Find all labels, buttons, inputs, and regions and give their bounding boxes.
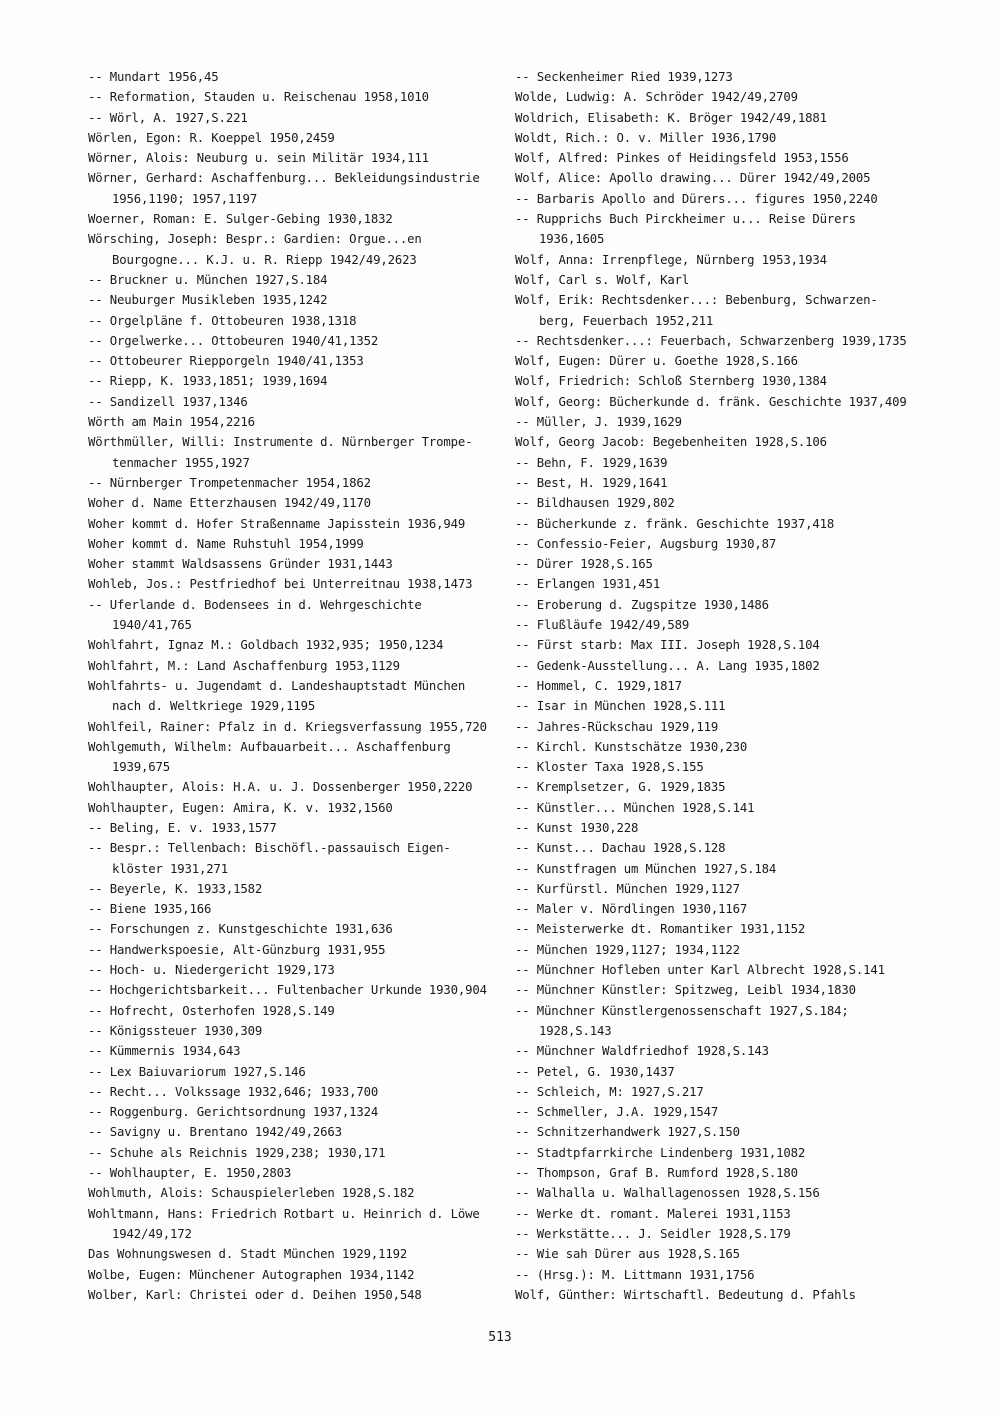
index-entry: -- Dürer 1928,S.165	[515, 557, 653, 572]
index-entry: -- Kloster Taxa 1928,S.155	[515, 760, 704, 775]
index-entry: -- Münchner Künstlergenossenschaft 1927,S.184;	[515, 1003, 849, 1018]
index-entry: -- Petel, G. 1930,1437	[515, 1064, 675, 1079]
index-entry: Wohlfahrts- u. Jugendamt d. Landeshauptstadt München	[88, 678, 466, 693]
index-entry: -- Rechtsdenker...: Feuerbach, Schwarzenberg 1939,1735	[515, 333, 907, 348]
index-entry: -- (Hrsg.): M. Littmann 1931,1756	[515, 1267, 755, 1282]
index-entry-continuation: berg, Feuerbach 1952,211	[539, 313, 714, 328]
index-entry: -- Kremplsetzer, G. 1929,1835	[515, 780, 726, 795]
index-entry: -- Kurfürstl. München 1929,1127	[515, 881, 740, 896]
index-entry: Wohltmann, Hans: Friedrich Rotbart u. Heinrich d. Löwe	[88, 1206, 480, 1221]
index-entry: -- Hoch- u. Niedergericht 1929,173	[88, 963, 335, 978]
index-entry: -- Königssteuer 1930,309	[88, 1023, 263, 1038]
index-entry: -- Beyerle, K. 1933,1582	[88, 881, 263, 896]
index-entry: Wolf, Günther: Wirtschaftl. Bedeutung d. Pfahls	[515, 1287, 856, 1302]
index-entry: Wörner, Alois: Neuburg u. sein Militär 1934,111	[88, 151, 429, 166]
index-entry: -- Confessio-Feier, Augsburg 1930,87	[515, 536, 777, 551]
index-entry: -- Barbaris Apollo and Dürers... figures 1950,2240	[515, 191, 878, 206]
index-entry: -- Neuburger Musikleben 1935,1242	[88, 293, 328, 308]
index-entry: -- Kunstfragen um München 1927,S.184	[515, 861, 777, 876]
index-entry: -- Münchner Hofleben unter Karl Albrecht 1928,S.141	[515, 963, 885, 978]
index-entry: Wolf, Erik: Rechtsdenker...: Bebenburg, Schwarzen-	[515, 293, 878, 308]
index-entry: -- Wie sah Dürer aus 1928,S.165	[515, 1247, 740, 1262]
index-entry: -- Hochgerichtsbarkeit... Fultenbacher Urkunde 1930,904	[88, 983, 487, 998]
index-entry: -- Erlangen 1931,451	[515, 577, 661, 592]
index-entry: -- Wohlhaupter, E. 1950,2803	[88, 1166, 292, 1181]
index-entry: Wörthmüller, Willi: Instrumente d. Nürnberger Trompe-	[88, 435, 473, 450]
index-entry: Wolde, Ludwig: A. Schröder 1942/49,2709	[515, 90, 798, 105]
index-entry: Das Wohnungswesen d. Stadt München 1929,1192	[88, 1247, 408, 1262]
index-entry: Wolber, Karl: Christei oder d. Deihen 1950,548	[88, 1287, 422, 1302]
index-entry: -- Lex Baiuvariorum 1927,S.146	[88, 1064, 306, 1079]
index-entry: Wohlhaupter, Alois: H.A. u. J. Dossenberger 1950,2220	[88, 780, 473, 795]
index-entry-continuation: 1940/41,765	[112, 618, 192, 633]
index-entry: -- Hommel, C. 1929,1817	[515, 678, 682, 693]
index-entry: Woldrich, Elisabeth: K. Bröger 1942/49,1881	[515, 110, 827, 125]
index-entry-continuation: tenmacher 1955,1927	[112, 455, 250, 470]
index-entry: -- Nürnberger Trompetenmacher 1954,1862	[88, 475, 371, 490]
index-entry: -- Behn, F. 1929,1639	[515, 455, 668, 470]
index-entry: Wolf, Friedrich: Schloß Sternberg 1930,1384	[515, 374, 827, 389]
index-entry: Wolf, Anna: Irrenpflege, Nürnberg 1953,1934	[515, 252, 827, 267]
index-entry: Wolf, Georg Jacob: Begebenheiten 1928,S.106	[515, 435, 827, 450]
index-entry: -- Sandizell 1937,1346	[88, 394, 248, 409]
index-entry: -- Seckenheimer Ried 1939,1273	[515, 70, 733, 84]
index-entry: -- Ottobeurer Riepporgeln 1940/41,1353	[88, 354, 364, 369]
index-entry-continuation: nach d. Weltkriege 1929,1195	[112, 699, 316, 714]
index-entry: Wohlfahrt, Ignaz M.: Goldbach 1932,935; 1950,1234	[88, 638, 444, 653]
index-entry: -- Werke dt. romant. Malerei 1931,1153	[515, 1206, 791, 1221]
index-entry: -- Werkstätte... J. Seidler 1928,S.179	[515, 1226, 791, 1241]
index-entry: Woerner, Roman: E. Sulger-Gebing 1930,1832	[88, 212, 393, 227]
index-entry: Wohlfahrt, M.: Land Aschaffenburg 1953,1129	[88, 658, 400, 673]
index-entry: -- Beling, E. v. 1933,1577	[88, 820, 277, 835]
index-entry-continuation: 1939,675	[112, 760, 171, 775]
index-entry: -- Forschungen z. Kunstgeschichte 1931,636	[88, 922, 393, 937]
index-entry: -- Orgelwerke... Ottobeuren 1940/41,1352	[88, 333, 379, 348]
index-entry: -- Handwerkspoesie, Alt-Günzburg 1931,955	[88, 942, 386, 957]
index-entry: -- Fürst starb: Max III. Joseph 1928,S.104	[515, 638, 820, 653]
index-entry-continuation: 1936,1605	[539, 232, 605, 247]
index-entry: -- Orgelpläne f. Ottobeuren 1938,1318	[88, 313, 357, 328]
index-entry: -- Riepp, K. 1933,1851; 1939,1694	[88, 374, 328, 389]
index-entry: -- Recht... Volkssage 1932,646; 1933,700	[88, 1084, 379, 1099]
left-column	[88, 67, 488, 1305]
index-entry: Wolf, Alice: Apollo drawing... Dürer 1942/49,2005	[515, 171, 871, 186]
index-entry: -- Hofrecht, Osterhofen 1928,S.149	[88, 1003, 335, 1018]
index-entry: -- Rupprichs Buch Pirckheimer u... Reise Dürers	[515, 212, 856, 227]
index-entry: Woher kommt d. Hofer Straßenname Japisstein 1936,949	[88, 516, 466, 531]
index-entry: -- Künstler... München 1928,S.141	[515, 800, 755, 815]
index-entry: -- Schuhe als Reichnis 1929,238; 1930,171	[88, 1145, 386, 1160]
index-entry: -- Münchner Künstler: Spitzweg, Leibl 1934,1830	[515, 983, 856, 998]
index-entry: -- Stadtpfarrkirche Lindenberg 1931,1082	[515, 1145, 806, 1160]
index-entry: -- Bücherkunde z. fränk. Geschichte 1937,418	[515, 516, 835, 531]
index-entry: -- Schleich, M: 1927,S.217	[515, 1084, 704, 1099]
index-entry: -- Walhalla u. Walhallagenossen 1928,S.156	[515, 1186, 820, 1201]
index-entry: -- Bildhausen 1929,802	[515, 496, 675, 511]
index-entry: -- Bespr.: Tellenbach: Bischöfl.-passauisch Eigen-	[88, 841, 451, 856]
index-entry: -- Schnitzerhandwerk 1927,S.150	[515, 1125, 740, 1140]
right-column	[515, 67, 935, 1305]
index-entry: Wohlfeil, Rainer: Pfalz in d. Kriegsverfassung 1955,720	[88, 719, 487, 734]
index-entry: -- Mundart 1956,45	[88, 70, 219, 84]
index-entry: -- Kirchl. Kunstschätze 1930,230	[515, 739, 748, 754]
index-entry: Woher d. Name Etterzhausen 1942/49,1170	[88, 496, 371, 511]
index-entry: -- Gedenk-Ausstellung... A. Lang 1935,1802	[515, 658, 820, 673]
index-entry-continuation: Bourgogne... K.J. u. R. Riepp 1942/49,2623	[112, 252, 417, 267]
index-entry: -- Münchner Waldfriedhof 1928,S.143	[515, 1044, 769, 1059]
index-entry: -- Savigny u. Brentano 1942/49,2663	[88, 1125, 342, 1140]
index-entry: -- Jahres-Rückschau 1929,119	[515, 719, 719, 734]
index-entry: -- Schmeller, J.A. 1929,1547	[515, 1105, 719, 1120]
index-entry: -- Müller, J. 1939,1629	[515, 415, 682, 430]
index-entry: Wörth am Main 1954,2216	[88, 415, 255, 430]
index-entry: Wohlgemuth, Wilhelm: Aufbauarbeit... Aschaffenburg	[88, 739, 451, 754]
index-entry: -- Kümmernis 1934,643	[88, 1044, 241, 1059]
index-entry-continuation: klöster 1931,271	[112, 861, 229, 876]
index-entry: Wörsching, Joseph: Bespr.: Gardien: Orgue...en	[88, 232, 422, 247]
index-entry: -- Eroberung d. Zugspitze 1930,1486	[515, 597, 769, 612]
index-entry: -- Roggenburg. Gerichtsordnung 1937,1324	[88, 1105, 379, 1120]
index-entry: -- München 1929,1127; 1934,1122	[515, 942, 740, 957]
index-entry: Wörner, Gerhard: Aschaffenburg... Bekleidungsindustrie	[88, 171, 480, 186]
index-entry: Wolf, Eugen: Dürer u. Goethe 1928,S.166	[515, 354, 798, 369]
index-entry: -- Thompson, Graf B. Rumford 1928,S.180	[515, 1166, 798, 1181]
index-entry: -- Flußläufe 1942/49,589	[515, 618, 690, 633]
index-entry: -- Reformation, Stauden u. Reischenau 1958,1010	[88, 90, 429, 105]
index-entry-continuation: 1942/49,172	[112, 1226, 192, 1241]
index-entry-continuation: 1928,S.143	[539, 1023, 612, 1038]
index-entry: Wolf, Carl s. Wolf, Karl	[515, 272, 690, 287]
index-entry: Wörlen, Egon: R. Koeppel 1950,2459	[88, 130, 335, 145]
index-entry: Wolf, Alfred: Pinkes of Heidingsfeld 1953,1556	[515, 151, 849, 166]
index-entry: Woher kommt d. Name Ruhstuhl 1954,1999	[88, 536, 364, 551]
index-entry: -- Maler v. Nördlingen 1930,1167	[515, 902, 748, 917]
index-entry: -- Kunst... Dachau 1928,S.128	[515, 841, 726, 856]
index-entry-continuation: 1956,1190; 1957,1197	[112, 191, 258, 206]
index-entry: Wohleb, Jos.: Pestfriedhof bei Unterreitnau 1938,1473	[88, 577, 473, 592]
index-entry: Wohlhaupter, Eugen: Amira, K. v. 1932,1560	[88, 800, 393, 815]
index-entry: -- Kunst 1930,228	[515, 820, 639, 835]
index-entry: Wohlmuth, Alois: Schauspielerleben 1928,S.182	[88, 1186, 415, 1201]
index-entry: -- Biene 1935,166	[88, 902, 212, 917]
index-entry: -- Best, H. 1929,1641	[515, 475, 668, 490]
index-entry: -- Wörl, A. 1927,S.221	[88, 110, 248, 125]
index-entry: -- Bruckner u. München 1927,S.184	[88, 272, 328, 287]
index-entry: Wolf, Georg: Bücherkunde d. fränk. Geschichte 1937,409	[515, 394, 907, 409]
index-entry: -- Meisterwerke dt. Romantiker 1931,1152	[515, 922, 806, 937]
index-entry: Woher stammt Waldsassens Gründer 1931,1443	[88, 557, 393, 572]
index-entry: Woldt, Rich.: O. v. Miller 1936,1790	[515, 130, 777, 145]
index-entry: Wolbe, Eugen: Münchener Autographen 1934,1142	[88, 1267, 415, 1282]
index-entry: -- Isar in München 1928,S.111	[515, 699, 726, 714]
index-entry: -- Uferlande d. Bodensees in d. Wehrgeschichte	[88, 597, 422, 612]
page-number: 513	[488, 1330, 512, 1345]
